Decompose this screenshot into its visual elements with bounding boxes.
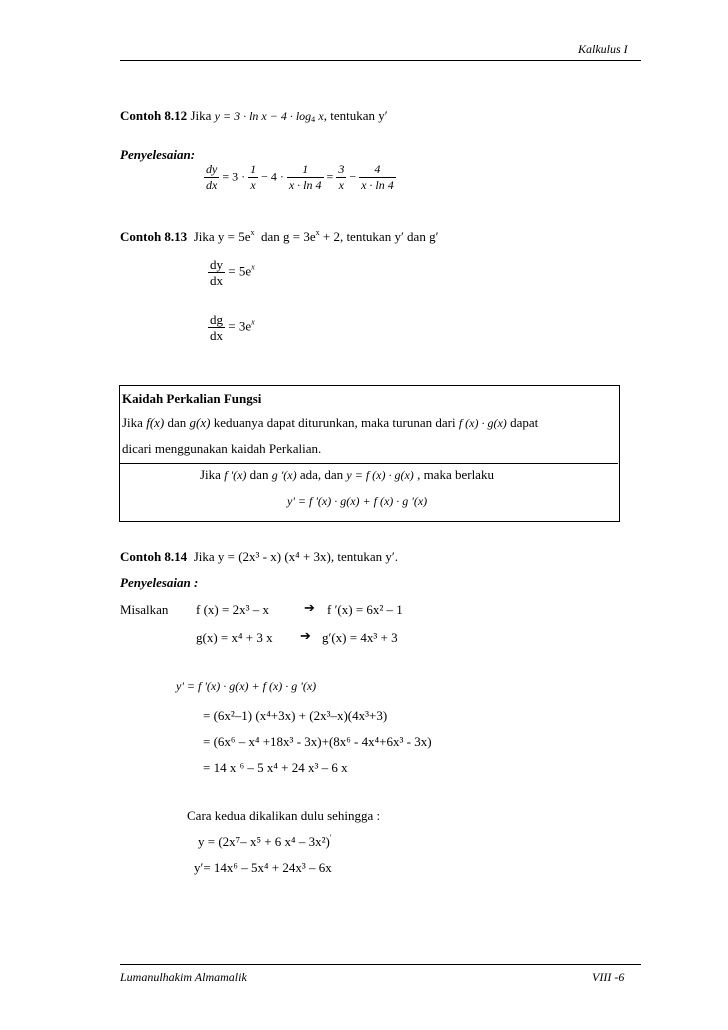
page-number: VIII -6	[592, 970, 625, 984]
cond-dan: dan	[249, 467, 269, 482]
log-base: 4	[311, 115, 316, 124]
equation: y = 3 · ln x − 4 · log	[214, 109, 312, 123]
jika-text: Jika	[190, 108, 212, 123]
g-derivative: g′(x) = 4x³ + 3	[322, 630, 398, 645]
exp: x	[251, 317, 255, 327]
cond-text: ada, dan	[299, 467, 344, 482]
example-8-12-statement	[120, 108, 388, 124]
misalkan-label: Misalkan	[120, 602, 169, 617]
derivative-mark: '	[329, 833, 332, 842]
task-text: Jika y = (2x³ - x) (x⁴ + 3x), tentukan y′.	[193, 549, 398, 564]
solution-label-8-12: Penyelesaian:	[120, 147, 196, 162]
f-derivative: f ′(x) = 6x² – 1	[327, 602, 403, 617]
cond-gprime: g '(x)	[271, 468, 297, 482]
alt-expr: y = (2x⁷– x⁵ + 6 x⁴ – 3x²)	[198, 834, 330, 849]
arrow-icon: ➔	[304, 600, 315, 615]
footer-rule	[120, 964, 641, 965]
minus-sign: −	[349, 169, 357, 184]
product-rule-formula: y' = f '(x) · g(x) + f (x) · g '(x)	[176, 679, 317, 693]
task-text: , tentukan y′	[323, 108, 388, 123]
exp: x	[315, 228, 320, 237]
cond-fprime: f '(x)	[224, 468, 247, 482]
footer-author: Lumanulhakim Almamalik	[120, 970, 247, 984]
rule-title: Kaidah Perkalian Fungsi	[122, 391, 262, 406]
rule-dapat: dapat	[510, 415, 539, 430]
derivative-8-12	[204, 162, 396, 193]
rule-dan: dan	[167, 415, 187, 430]
equation-tail: x	[318, 109, 324, 123]
example-8-14-statement	[120, 549, 398, 565]
frac-4-xln4: $\frac{4}{x \cdot \ln 4}$	[361, 162, 394, 192]
alt-step-2: y′= 14x⁶ – 5x⁴ + 24x³ – 6x	[194, 860, 332, 875]
dy-rhs: = 5e	[228, 263, 252, 279]
frac-1-x: $\frac{1}{x}$	[250, 162, 257, 192]
frac-1-xln4: $\frac{1}{x \cdot \ln 4}$	[288, 162, 322, 192]
dy-dx-result	[208, 257, 255, 288]
step-2: = (6x⁶ – x⁴ +18x³ - 3x)+(8x⁶ - 4x⁴+6x³ - 3x)	[203, 734, 432, 749]
alt-step-1	[198, 834, 331, 850]
coef-four: − 4 ·	[261, 169, 284, 184]
exp: x	[250, 228, 255, 237]
example-label: Contoh 8.12	[120, 108, 188, 123]
exp: x	[251, 262, 255, 272]
step-3: = 14 x ⁶ – 5 x⁴ + 24 x³ – 6 x	[203, 760, 348, 775]
equals-sign: =	[326, 169, 334, 184]
rule-product: f (x) · g(x)	[458, 416, 507, 430]
rule-gx: g(x)	[189, 415, 211, 430]
text-a: Jika y = 5e	[193, 229, 251, 244]
text-b: dan g = 3e	[260, 229, 316, 244]
dy-dx-fraction: $\frac{dy}{dx}$	[210, 257, 223, 288]
frac-3-x: $\frac{3}{x}$	[338, 162, 345, 192]
rule-line1	[122, 415, 616, 431]
rule-jika: Jika	[122, 415, 143, 430]
rule-formula: y' = f '(x) · g(x) + f (x) · g '(x)	[287, 494, 428, 508]
alt-method-label: Cara kedua dikalikan dulu sehingga :	[187, 808, 381, 823]
dg-rhs: = 3e	[228, 318, 252, 334]
cond-tail: , maka berlaku	[417, 467, 494, 482]
f-definition: f (x) = 2x³ – x	[196, 602, 269, 617]
header-title: Kalkulus I	[578, 42, 628, 56]
example-8-13-statement	[120, 229, 438, 245]
rule-text: keduanya dapat diturunkan, maka turunan dari	[213, 415, 456, 430]
coef-three: = 3 ·	[222, 169, 246, 184]
rule-line2: dicari menggunakan kaidah Perkalian.	[122, 441, 322, 456]
text-c: + 2, tentukan y′ dan g′	[322, 229, 439, 244]
example-label: Contoh 8.13	[120, 229, 188, 244]
rule-condition	[200, 467, 494, 483]
dy-dx-fraction: $\frac{dy}{dx}$	[206, 162, 218, 192]
cond-jika: Jika	[200, 467, 221, 482]
arrow-icon: ➔	[300, 628, 311, 643]
rule-fx: f(x)	[146, 415, 165, 430]
header-rule	[120, 60, 641, 61]
cond-ydef: y = f (x) · g(x)	[346, 468, 414, 482]
dg-dx-fraction: $\frac{dg}{dx}$	[210, 312, 223, 343]
g-definition: g(x) = x⁴ + 3 x	[196, 630, 273, 645]
solution-label-8-14: Penyelesaian :	[120, 575, 199, 590]
dg-dx-result	[208, 312, 255, 343]
step-1: = (6x²–1) (x⁴+3x) + (2x³–x)(4x³+3)	[203, 708, 388, 723]
example-label: Contoh 8.14	[120, 549, 188, 564]
rule-divider	[119, 463, 618, 464]
